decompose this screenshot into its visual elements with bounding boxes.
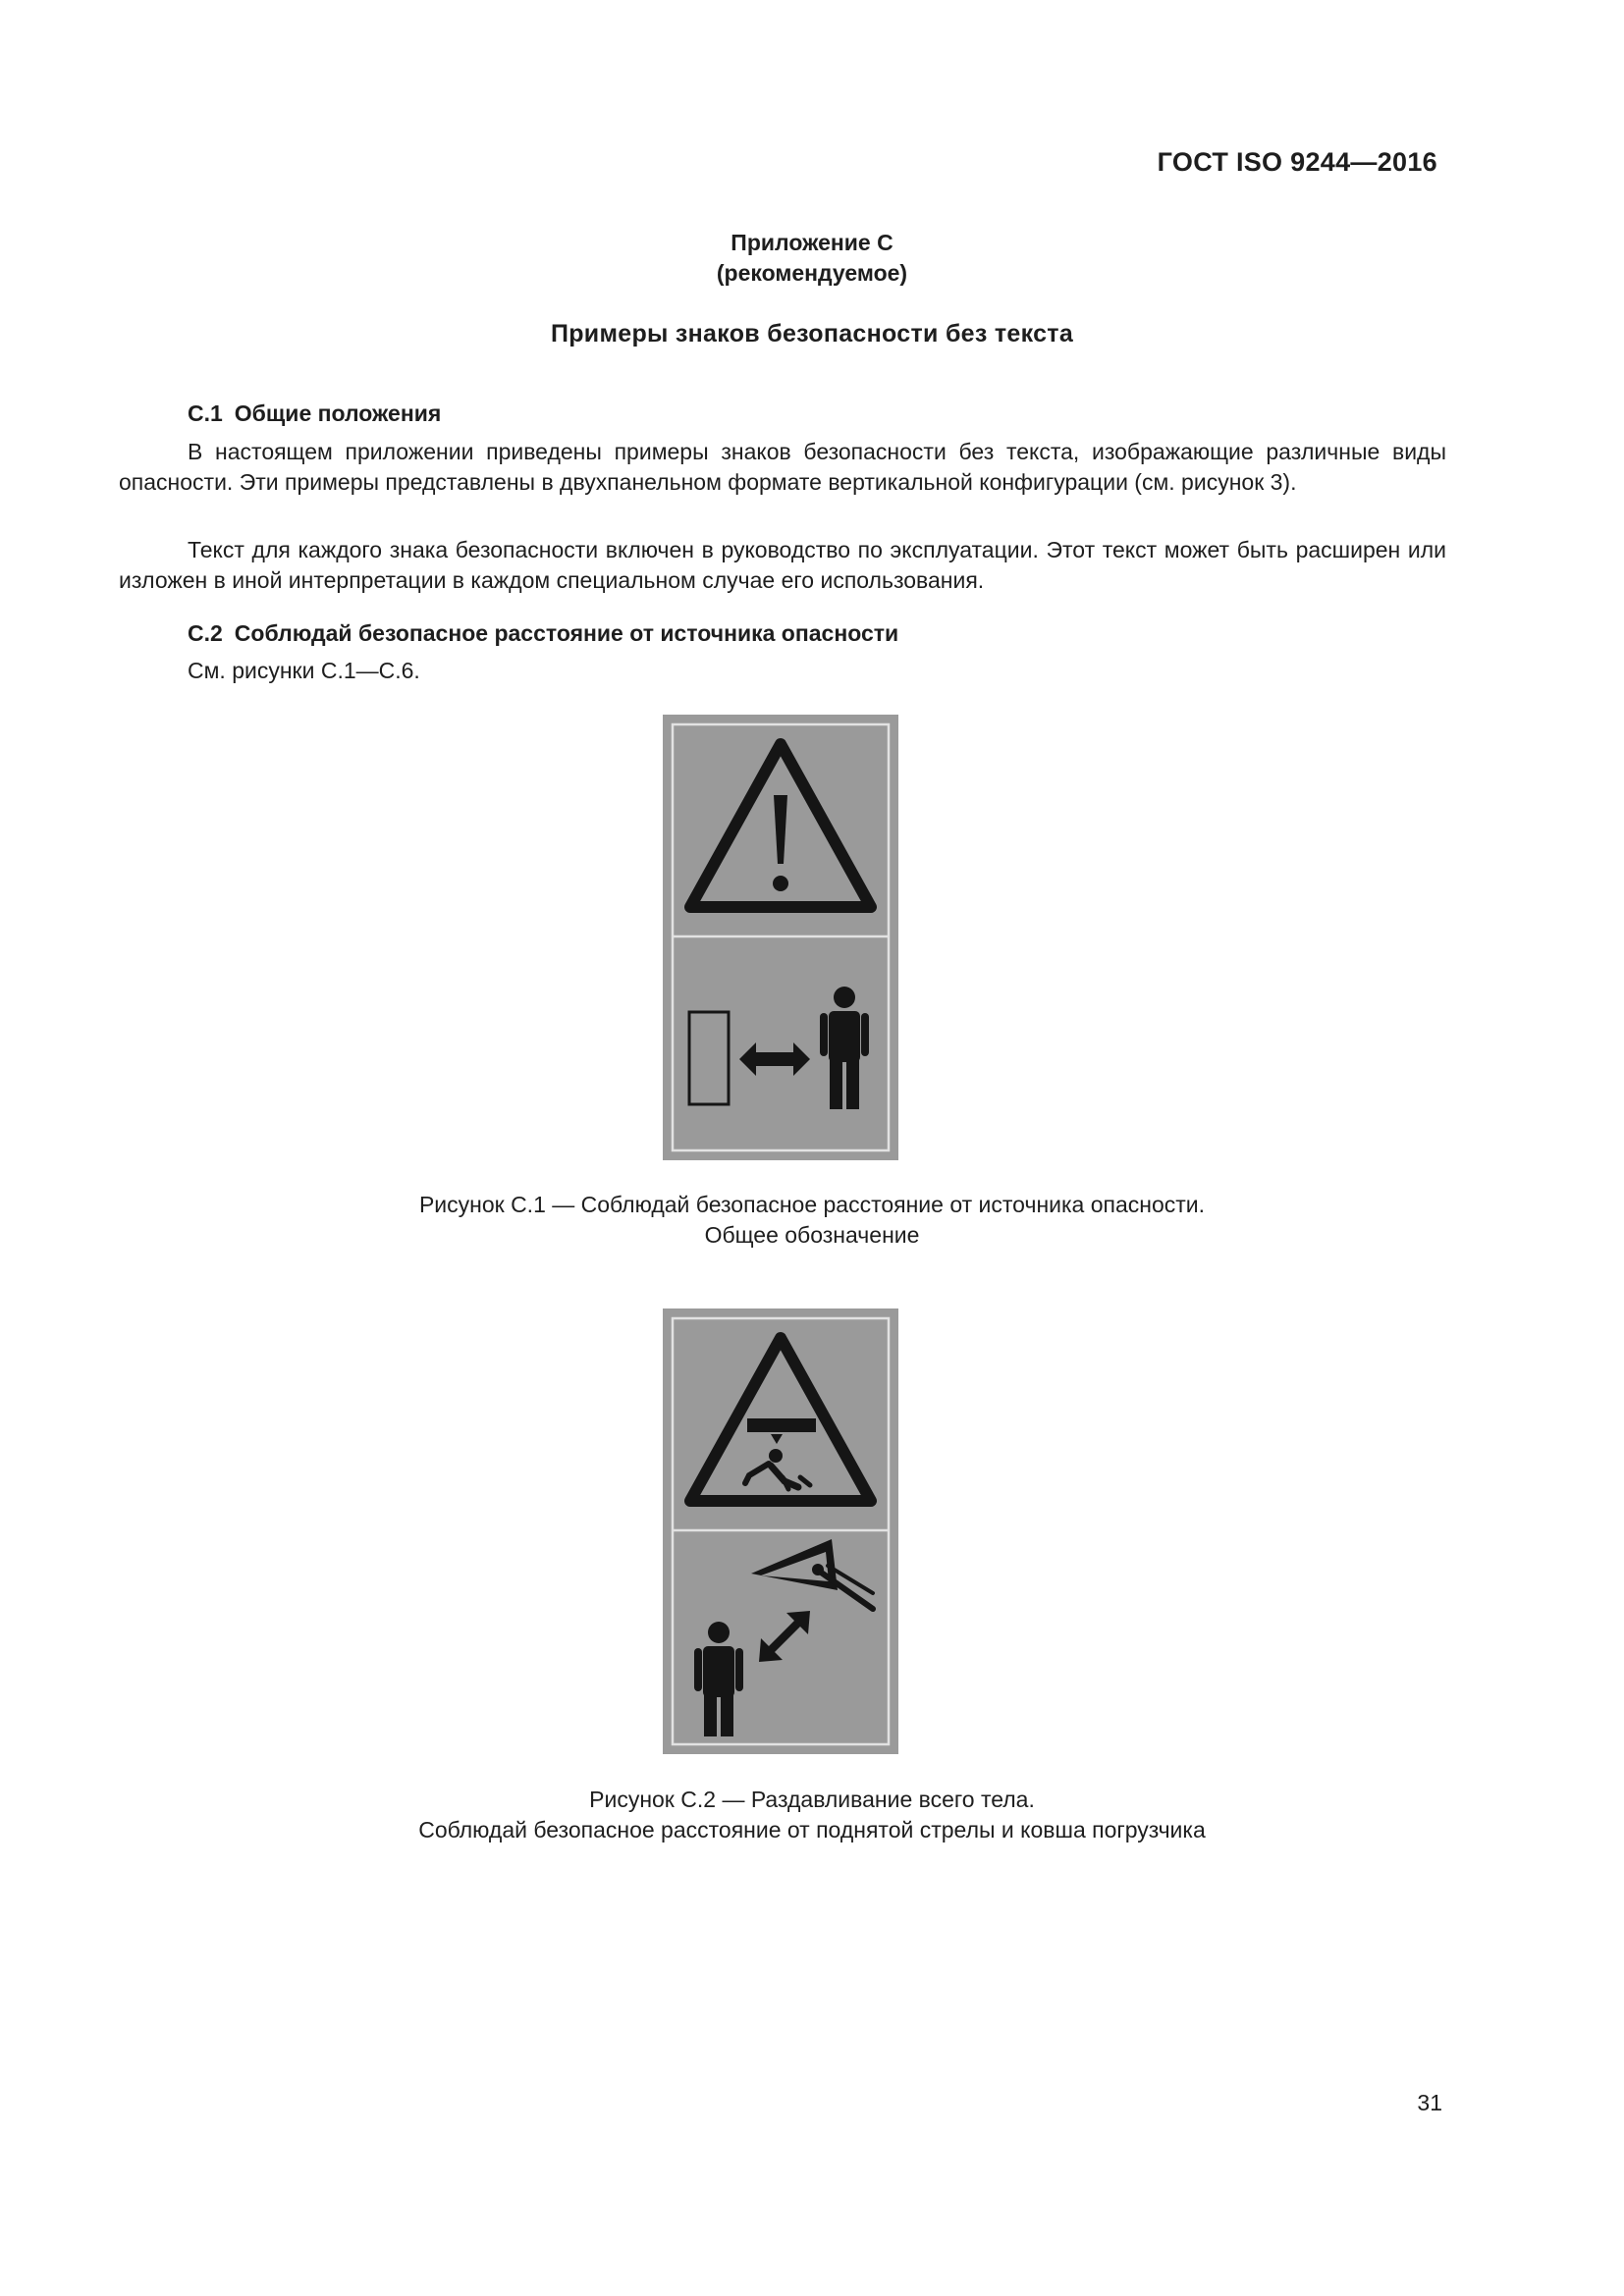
section-number: С.2 (188, 620, 223, 646)
annex-title: Примеры знаков безопасности без текста (550, 320, 1074, 347)
section-number: С.1 (188, 400, 223, 426)
figure-caption-c1 (0, 1190, 1624, 1251)
paragraph: В настоящем приложении приведены примеры знаков безопасности без текста, изображающие различные виды опасности. Эти примеры представлены в двухпанельном формате вертикальной конфигурации (см. рисунок 3). (119, 439, 1446, 495)
document-code: ГОСТ ISO 9244—2016 (1157, 147, 1437, 177)
safety-sign (663, 1308, 898, 1754)
caption-line: Рисунок С.2 — Раздавливание всего тела. (589, 1787, 1035, 1812)
safety-sign-figure-c2 (663, 1308, 898, 1754)
safety-sign (663, 715, 898, 1160)
figure-caption-c2 (0, 1785, 1624, 1845)
annex-label: Приложение С (731, 230, 893, 255)
caption-line: Рисунок С.1 — Соблюдай безопасное расстояние от источника опасности. (418, 1192, 1206, 1217)
section-title: Соблюдай безопасное расстояние от источника опасности (234, 620, 899, 646)
caption-line: Соблюдай безопасное расстояние от поднятой стрелы и ковша погрузчика (418, 1817, 1206, 1842)
caption-line: Общее обозначение (704, 1222, 920, 1248)
figure-reference: См. рисунки С.1—С.6. (188, 658, 420, 683)
section-heading-c1 (188, 400, 441, 427)
annex-status: (рекомендуемое) (716, 260, 908, 286)
annex-heading (0, 228, 1624, 289)
section-heading-c2 (188, 620, 898, 647)
safety-sign-figure-c1 (663, 715, 898, 1160)
page-number: 31 (1417, 2090, 1442, 2115)
section-title: Общие положения (234, 400, 442, 426)
paragraph: Текст для каждого знака безопасности включен в руководство по эксплуатации. Этот текст может быть расширен или изложен в иной интерпретации в каждом специальном случае его использования. (119, 537, 1446, 593)
